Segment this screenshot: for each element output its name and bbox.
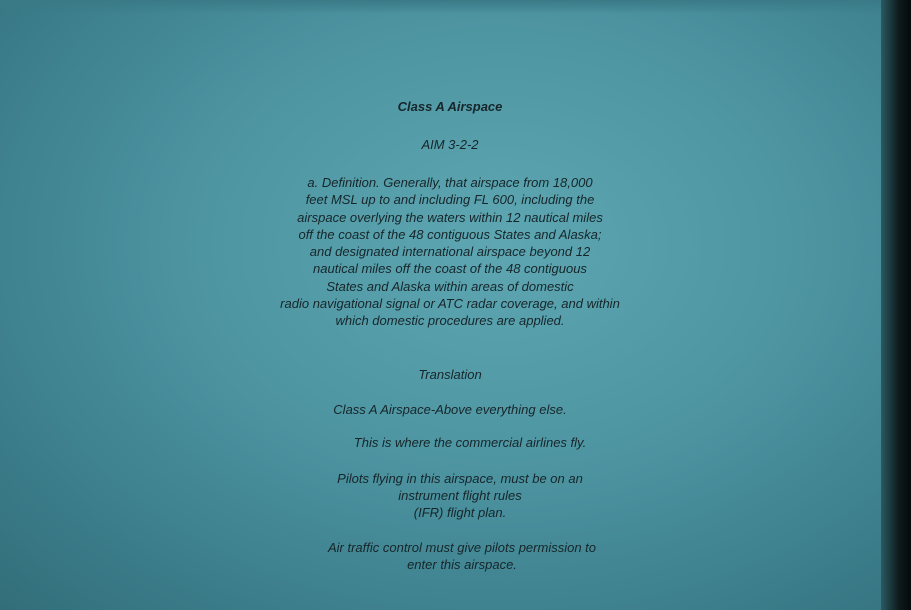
- translation-paragraph: [262, 539, 662, 573]
- translation-line: Pilots flying in this airspace, must be on an: [337, 471, 583, 486]
- definition-line: which domestic procedures are applied.: [335, 313, 565, 329]
- definition-line: radio navigational signal or ATC radar coverage, and within: [280, 296, 620, 312]
- definition-line: nautical miles off the coast of the 48 contiguous: [313, 261, 587, 277]
- definition-paragraph: [240, 174, 660, 330]
- definition-line: airspace overlying the waters within 12 nautical miles: [297, 209, 603, 225]
- definition-line: a. Definition. Generally, that airspace from 18,000: [307, 175, 593, 190]
- slide-title: Class A Airspace: [397, 99, 503, 114]
- translation-line: (IFR) flight plan.: [413, 505, 507, 520]
- definition-line: off the coast of the 48 contiguous States and Alaska;: [298, 226, 602, 242]
- slide-reference: AIM 3-2-2: [421, 137, 479, 152]
- definition-line: States and Alaska within areas of domestic: [326, 278, 574, 294]
- translation-line: Air traffic control must give pilots permission to: [327, 540, 597, 555]
- translation-paragraph: [260, 470, 660, 521]
- translation-line: instrument flight rules: [398, 488, 522, 503]
- wavy-divider: [298, 350, 606, 356]
- definition-line: feet MSL up to and including FL 600, including the: [305, 192, 595, 208]
- translation-line: enter this airspace.: [407, 557, 517, 572]
- translation-heading: Translation: [418, 367, 482, 382]
- definition-line: and designated international airspace beyond 12: [309, 244, 591, 260]
- translation-line: Class A Airspace-Above everything else.: [333, 402, 567, 417]
- translation-line: This is where the commercial airlines fly.: [353, 435, 587, 450]
